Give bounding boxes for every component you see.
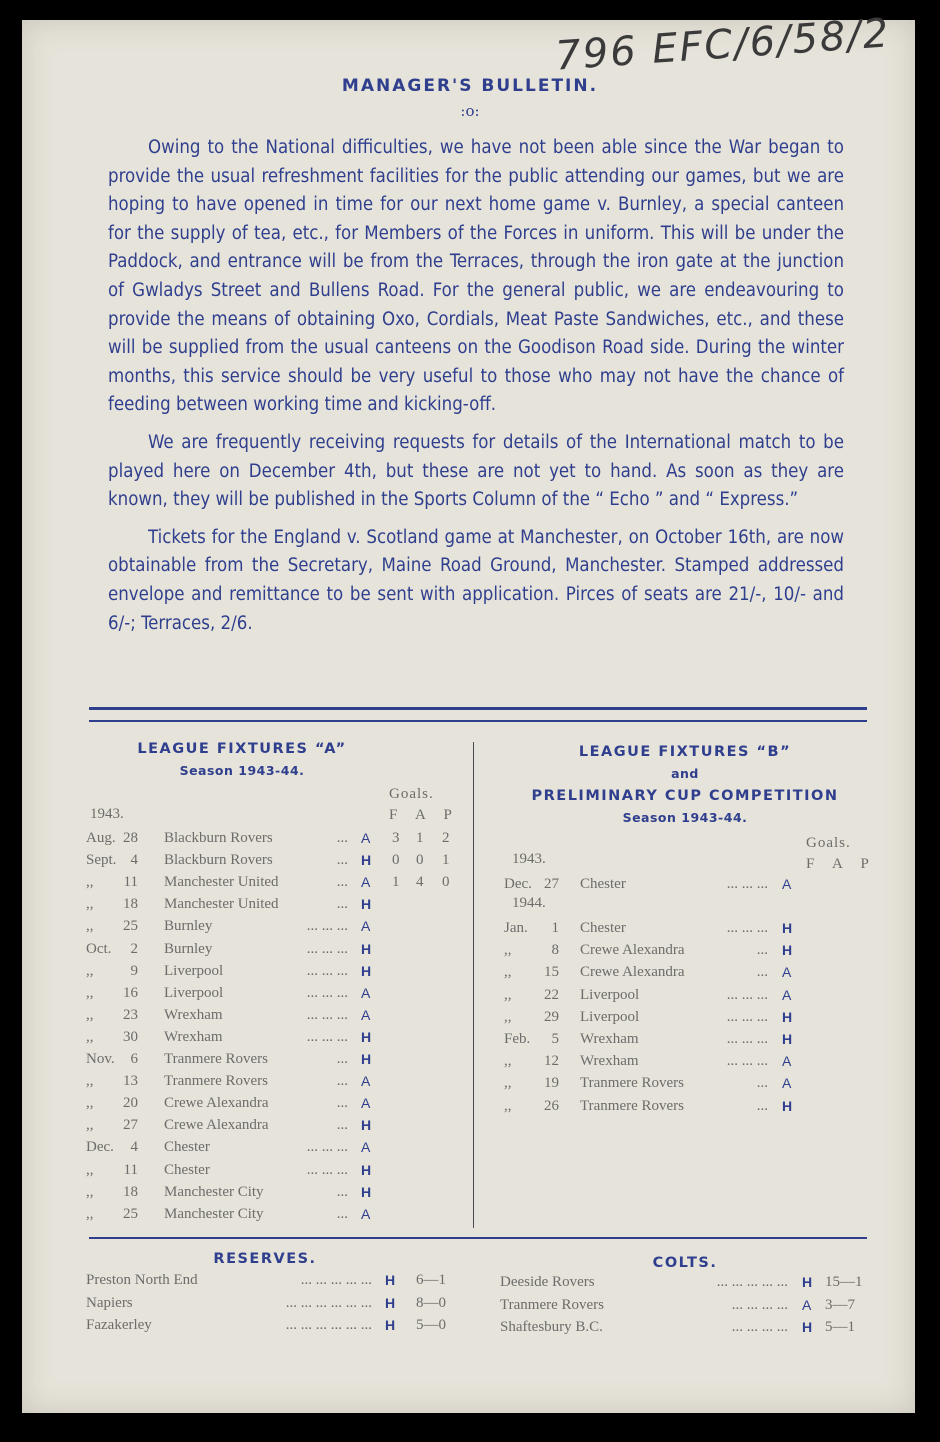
result-dots: ... ... ... ... ... <box>716 1274 788 1290</box>
fixture-opponent: Manchester United <box>164 896 279 913</box>
fixture-day: 15 <box>544 964 559 981</box>
fixture-venue: H <box>782 942 793 959</box>
fixture-month: ,, <box>86 1117 94 1134</box>
fixture-dots: ... <box>336 1205 348 1222</box>
fixture-opponent: Blackburn Rovers <box>164 830 273 846</box>
fixture-day: 22 <box>544 986 559 1003</box>
fixture-dots: ... <box>336 1051 348 1067</box>
fixture-month: ,, <box>504 942 512 959</box>
fixture-venue: A <box>361 1073 371 1090</box>
fixture-month: ,, <box>504 986 512 1003</box>
fixture-venue: H <box>361 1051 372 1067</box>
fixture-month: ,, <box>504 964 512 981</box>
fixture-dots: ... <box>756 942 768 959</box>
result-venue: H <box>385 1272 396 1288</box>
fixture-dots: ... ... ... <box>726 876 768 892</box>
result-opponent: Shaftesbury B.C. <box>500 1319 603 1335</box>
fixture-venue: A <box>782 964 792 981</box>
bulletin-body <box>108 134 844 638</box>
fixture-venue: H <box>361 1183 372 1200</box>
result-venue: H <box>802 1319 813 1335</box>
league-b-season: Season 1943-44. <box>622 810 748 825</box>
fixture-day: 23 <box>123 1006 138 1023</box>
fixture-venue: A <box>361 1006 371 1023</box>
fixture-venue: A <box>361 984 371 1001</box>
fixture-opponent: Blackburn Rovers <box>164 852 273 869</box>
fixture-month: Nov. <box>86 1051 115 1067</box>
fixture-dots: ... ... ... <box>726 1053 768 1070</box>
fixture-opponent: Tranmere Rovers <box>580 1075 685 1092</box>
league-b-and: and <box>671 766 699 781</box>
fixture-venue: A <box>782 1053 792 1070</box>
fixture-venue: H <box>782 1031 793 1047</box>
result-opponent: Napiers <box>86 1294 133 1311</box>
column-divider <box>473 742 474 1228</box>
fixture-day: 6 <box>130 1051 138 1067</box>
fixture-day: 19 <box>544 1075 559 1092</box>
fixture-dots: ... <box>756 964 768 981</box>
fixture-opponent: Chester <box>164 1139 210 1156</box>
league-a-title: LEAGUE FIXTURES “A” <box>137 741 347 757</box>
points: 0 <box>442 874 450 891</box>
fixture-day: 27 <box>123 1117 138 1134</box>
fixture-month: Aug. <box>86 830 116 846</box>
league-a-season: Season 1943-44. <box>179 763 305 778</box>
fixture-day: 29 <box>544 1008 559 1025</box>
result-dots: ... ... ... ... ... <box>300 1272 372 1288</box>
fixture-venue: A <box>361 830 371 846</box>
fixture-day: 8 <box>551 942 559 959</box>
fixture-month: Dec. <box>504 876 532 892</box>
fixture-day: 16 <box>123 984 138 1001</box>
title-separator: :o: <box>460 102 480 120</box>
result-dots: ... ... ... ... <box>731 1296 788 1313</box>
fixture-day: 20 <box>123 1095 138 1112</box>
fixture-month: ,, <box>86 1095 94 1112</box>
league-a-year: 1943. <box>90 806 124 822</box>
fixture-dots: ... ... ... <box>306 984 348 1001</box>
fixture-month: ,, <box>504 1008 512 1025</box>
result-score: 15—1 <box>825 1274 863 1290</box>
fixture-opponent: Wrexham <box>580 1031 639 1047</box>
fixture-venue: A <box>782 876 792 892</box>
page-title: MANAGER'S BULLETIN. <box>341 76 599 96</box>
result-opponent: Fazakerley <box>86 1317 152 1333</box>
result-dots: ... ... ... ... ... ... <box>285 1317 372 1333</box>
fixture-dots: ... <box>336 830 348 846</box>
fixture-day: 30 <box>123 1028 138 1045</box>
fixture-day: 13 <box>123 1073 138 1090</box>
fixture-venue: A <box>361 918 371 935</box>
fixture-venue: H <box>782 1097 793 1114</box>
fixture-month: ,, <box>86 1073 94 1090</box>
fixture-day: 18 <box>123 896 138 913</box>
fixture-month: ,, <box>86 984 94 1001</box>
goals-against: 0 <box>416 852 424 869</box>
fixture-opponent: Wrexham <box>164 1028 223 1045</box>
fixture-day: 9 <box>130 962 138 979</box>
fixture-month: ,, <box>504 1075 512 1092</box>
league-b-year-1944: 1944. <box>512 895 546 911</box>
fixture-dots: ... ... ... <box>306 962 348 979</box>
fixture-month: Dec. <box>86 1139 114 1156</box>
fixture-dots: ... <box>336 874 348 891</box>
fixture-dots: ... <box>756 1075 768 1092</box>
fixture-opponent: Liverpool <box>580 1008 640 1025</box>
fixture-opponent: Crewe Alexandra <box>164 1117 269 1134</box>
fixture-month: ,, <box>86 1205 94 1222</box>
goals-columns: F A P <box>389 807 453 823</box>
league-b-competition: PRELIMINARY CUP COMPETITION <box>531 788 839 804</box>
fixture-dots: ... <box>336 896 348 913</box>
archive-reference: 796 EFC/6/58/2 <box>553 10 892 80</box>
result-venue: H <box>385 1317 396 1333</box>
divider-top-thin <box>89 720 867 722</box>
fixture-month: ,, <box>86 896 94 913</box>
fixture-month: ,, <box>86 918 94 935</box>
fixture-venue: H <box>361 962 372 979</box>
fixture-day: 1 <box>551 920 559 936</box>
fixture-dots: ... ... ... <box>726 920 768 936</box>
fixture-venue: H <box>782 1008 793 1025</box>
result-venue: H <box>802 1274 813 1290</box>
fixture-opponent: Manchester United <box>164 874 279 891</box>
fixture-opponent: Manchester City <box>164 1205 264 1222</box>
result-opponent: Tranmere Rovers <box>500 1296 605 1313</box>
fixture-dots: ... <box>336 1073 348 1090</box>
fixture-day: 18 <box>123 1183 138 1200</box>
fixture-day: 4 <box>130 852 138 869</box>
fixture-opponent: Wrexham <box>580 1053 639 1070</box>
fixture-venue: H <box>782 920 793 936</box>
fixture-venue: A <box>782 1075 792 1092</box>
fixture-month: ,, <box>86 1161 94 1178</box>
goals-for: 1 <box>392 874 400 891</box>
fixture-dots: ... ... ... <box>306 918 348 935</box>
result-score: 5—0 <box>416 1317 446 1333</box>
fixture-day: 11 <box>123 874 138 891</box>
fixture-month: ,, <box>86 962 94 979</box>
result-score: 8—0 <box>416 1294 446 1311</box>
fixture-venue: H <box>361 852 372 869</box>
league-b-year-1943: 1943. <box>512 851 546 867</box>
fixture-dots: ... ... ... <box>726 1031 768 1047</box>
fixture-dots: ... ... ... <box>306 1139 348 1156</box>
goals-against: 4 <box>416 874 424 891</box>
fixture-month: Oct. <box>86 940 112 957</box>
fixture-opponent: Tranmere Rovers <box>580 1097 685 1114</box>
goals-for: 0 <box>392 852 400 869</box>
paragraph-international: We are frequently receiving requests for details of the International match to be played here on December 4th, but these are not yet to hand. As soon as they are known, they will be published in the Sports Column of the “ Echo ” and “ Express.” <box>108 431 844 511</box>
fixture-day: 25 <box>123 918 138 935</box>
fixture-opponent: Liverpool <box>580 986 640 1003</box>
fixture-venue: H <box>361 1028 372 1045</box>
league-a-header <box>112 738 372 782</box>
goals-columns: F A P <box>806 856 870 872</box>
fixture-opponent: Wrexham <box>164 1006 223 1023</box>
fixture-venue: A <box>782 986 792 1003</box>
reserves-title: RESERVES. <box>213 1251 317 1267</box>
fixture-venue: H <box>361 1161 372 1178</box>
fixture-venue: A <box>361 874 371 891</box>
divider-bottom <box>89 1237 867 1239</box>
fixture-opponent: Liverpool <box>164 962 224 979</box>
fixture-dots: ... ... ... <box>726 1008 768 1025</box>
fixture-dots: ... <box>336 1183 348 1200</box>
result-opponent: Preston North End <box>86 1272 198 1288</box>
fixture-month: Jan. <box>504 920 528 936</box>
fixture-opponent: Tranmere Rovers <box>164 1051 269 1067</box>
fixture-dots: ... <box>336 1117 348 1134</box>
points: 2 <box>442 830 450 846</box>
fixture-dots: ... <box>336 852 348 869</box>
goals-against: 1 <box>416 830 424 846</box>
fixture-opponent: Burnley <box>164 918 213 935</box>
result-score: 3—7 <box>825 1296 855 1313</box>
fixture-month: ,, <box>86 1006 94 1023</box>
fixture-opponent: Crewe Alexandra <box>580 964 685 981</box>
goals-for: 3 <box>392 830 400 846</box>
result-venue: H <box>385 1294 396 1311</box>
fixture-dots: ... <box>756 1097 768 1114</box>
fixture-opponent: Chester <box>164 1161 210 1178</box>
fixture-dots: ... ... ... <box>306 1028 348 1045</box>
fixture-month: ,, <box>86 1028 94 1045</box>
fixture-opponent: Tranmere Rovers <box>164 1073 269 1090</box>
fixture-day: 27 <box>544 876 559 892</box>
result-opponent: Deeside Rovers <box>500 1274 595 1290</box>
fixture-opponent: Burnley <box>164 940 213 957</box>
fixture-day: 28 <box>123 830 138 846</box>
fixture-month: ,, <box>86 1183 94 1200</box>
goals-label: Goals. <box>389 786 434 802</box>
fixture-venue: H <box>361 940 372 957</box>
fixture-venue: H <box>361 896 372 913</box>
fixture-opponent: Chester <box>580 876 626 892</box>
fixture-day: 26 <box>544 1097 559 1114</box>
league-b-header <box>500 741 870 829</box>
fixture-day: 25 <box>123 1205 138 1222</box>
fixture-month: Feb. <box>504 1031 531 1047</box>
result-score: 5—1 <box>825 1319 855 1335</box>
fixture-dots: ... ... ... <box>306 1006 348 1023</box>
fixture-venue: H <box>361 1117 372 1134</box>
result-dots: ... ... ... ... ... ... <box>285 1294 372 1311</box>
fixture-opponent: Manchester City <box>164 1183 264 1200</box>
fixture-venue: A <box>361 1139 371 1156</box>
fixture-opponent: Chester <box>580 920 626 936</box>
fixture-venue: A <box>361 1205 371 1222</box>
points: 1 <box>442 852 450 869</box>
goals-label: Goals. <box>806 835 851 851</box>
result-score: 6—1 <box>416 1272 446 1288</box>
colts-title: COLTS. <box>652 1255 718 1271</box>
fixture-dots: ... <box>336 1095 348 1112</box>
fixture-day: 5 <box>551 1031 559 1047</box>
fixture-opponent: Crewe Alexandra <box>580 942 685 959</box>
fixture-month: ,, <box>504 1053 512 1070</box>
fixture-month: ,, <box>86 874 94 891</box>
league-b-goals-header <box>806 833 870 875</box>
fixture-day: 2 <box>130 940 138 957</box>
fixture-dots: ... ... ... <box>726 986 768 1003</box>
result-dots: ... ... ... ... <box>731 1319 788 1335</box>
fixture-opponent: Crewe Alexandra <box>164 1095 269 1112</box>
divider-top-thick <box>89 707 867 710</box>
paragraph-tickets: Tickets for the England v. Scotland game at Manchester, on October 16th, are now obtainable from the Secretary, Maine Road Ground, Manchester. Stamped addressed envelope and remittance to be sent with application. Pirces of seats are 21/-, 10/- and 6/-; Terraces, 2/6. <box>108 526 844 634</box>
fixture-month: Sept. <box>86 852 117 869</box>
paragraph-refreshments: Owing to the National difficulties, we have not been able since the War began to provide the usual refreshment facilities for the public attending our games, but we are hoping to have opened in time for our next home game v. Burnley, a special canteen for the supply of tea, etc., for Members of the Forces in uniform. This will be under the Paddock, and entrance will be from the Terraces, through the iron gate at the junction of Gwladys Street and Bullens Road. For the general public, we are endeavouring to provide the means of obtaining Oxo, Cordials, Meat Paste Sandwiches, etc., and these will be supplied from the usual canteens on the Goodison Road side. During the winter months, this service should be very useful to those who may not have the chance of feeding between working time and kicking-off. <box>108 137 844 416</box>
fixture-dots: ... ... ... <box>306 1161 348 1178</box>
fixture-day: 4 <box>130 1139 138 1156</box>
league-a-goals-header <box>389 784 453 826</box>
fixture-month: ,, <box>504 1097 512 1114</box>
fixture-opponent: Liverpool <box>164 984 224 1001</box>
fixture-dots: ... ... ... <box>306 940 348 957</box>
fixture-day: 11 <box>123 1161 138 1178</box>
result-venue: A <box>802 1296 812 1313</box>
fixture-day: 12 <box>544 1053 559 1070</box>
league-b-title: LEAGUE FIXTURES “B” <box>578 744 792 760</box>
fixture-venue: A <box>361 1095 371 1112</box>
